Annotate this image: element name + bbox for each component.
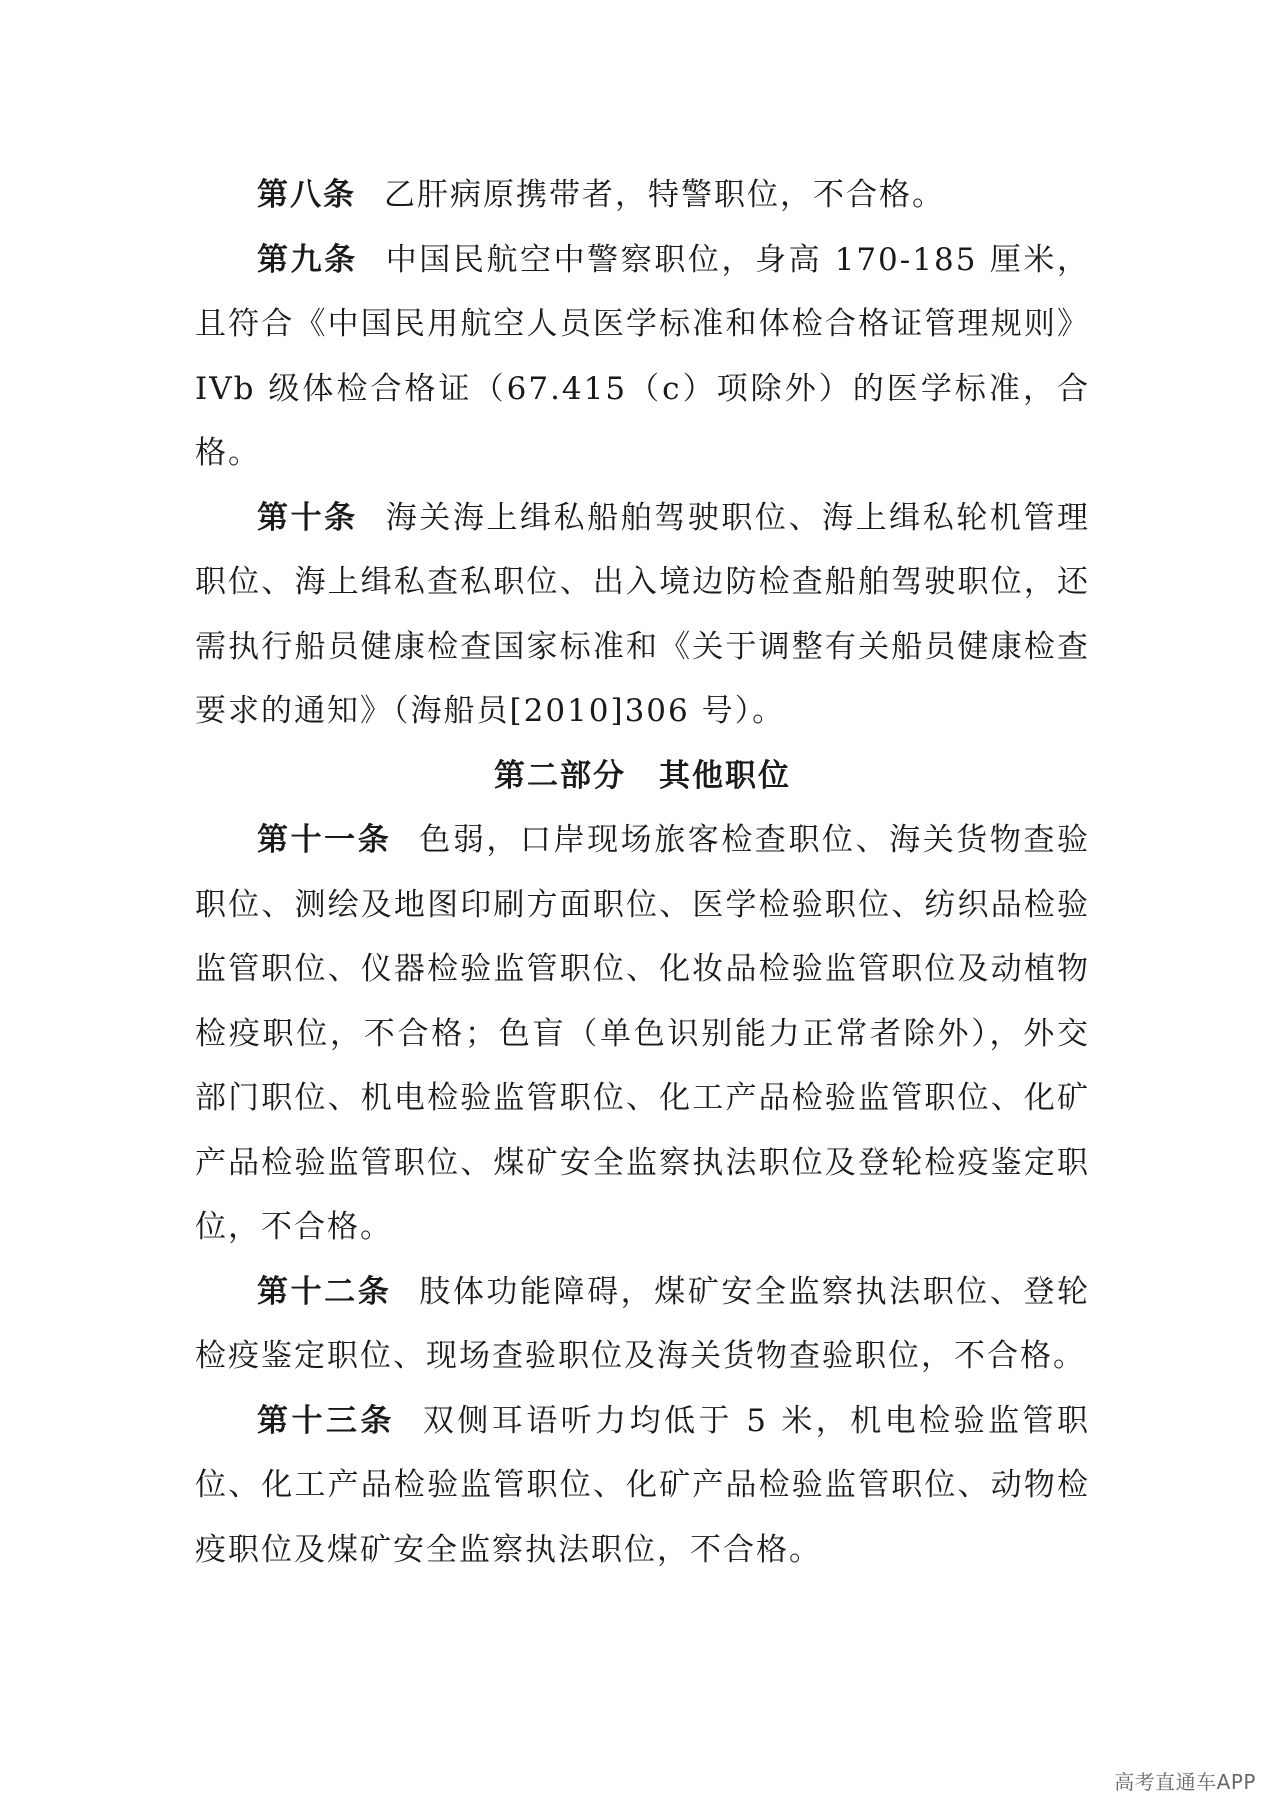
section-heading: 第二部分 其他职位 xyxy=(494,757,791,794)
article-11 xyxy=(195,808,1090,1260)
article-text: 肢体功能障碍，煤矿安全监察执法职位、登轮检疫鉴定职位、现场查验职位及海关货物查验职位，不合格。 xyxy=(195,1273,1091,1374)
article-text: 双侧耳语听力均低于 5 米，机电检验监管职位、化工产品检验监管职位、化矿产品检验监管职位、动物检疫职位及煤矿安全监察执法职位，不合格。 xyxy=(195,1402,1090,1568)
article-12 xyxy=(195,1260,1090,1389)
article-text: 乙肝病原携带者，特警职位，不合格。 xyxy=(384,177,945,213)
article-number: 第八条 xyxy=(257,177,356,213)
article-number: 第十条 xyxy=(257,499,358,536)
article-number: 第十一条 xyxy=(257,822,392,858)
watermark: 高考直通车APP xyxy=(1114,1770,1256,1794)
document-body xyxy=(195,163,1090,1582)
article-8 xyxy=(195,163,1090,228)
article-text: 海关海上缉私船舶驾驶职位、海上缉私轮机管理职位、海上缉私查私职位、出入境边防检查船舶驾驶职位，还需执行船员健康检查国家标准和《关于调整有关船员健康检查要求的通知》（海船员[2010]306 号）。 xyxy=(195,499,1091,729)
article-9 xyxy=(195,228,1090,486)
article-number: 第十三条 xyxy=(257,1402,395,1439)
article-text: 色弱，口岸现场旅客检查职位、海关货物查验职位、测绘及地图印刷方面职位、医学检验职位、纺织品检验监管职位、仪器检验监管职位、化妆品检验监管职位及动植物检疫职位，不合格；色盲（单色识别能力正常者除外），外交部门职位、机电检验监管职位、化工产品检验监管职位、化矿产品检验监管职位、煤矿安全监察执法职位及登轮检疫鉴定职位，不合格。 xyxy=(195,822,1091,1245)
article-number: 第十二条 xyxy=(257,1273,392,1310)
article-number: 第九条 xyxy=(257,241,358,278)
article-13 xyxy=(195,1389,1090,1583)
article-text: 中国民航空中警察职位，身高 170-185 厘米，且符合《中国民用航空人员医学标准和体检合格证管理规则》IVb 级体检合格证（67.415（c）项除外）的医学标准，合格。 xyxy=(195,241,1091,471)
article-10 xyxy=(195,486,1090,744)
